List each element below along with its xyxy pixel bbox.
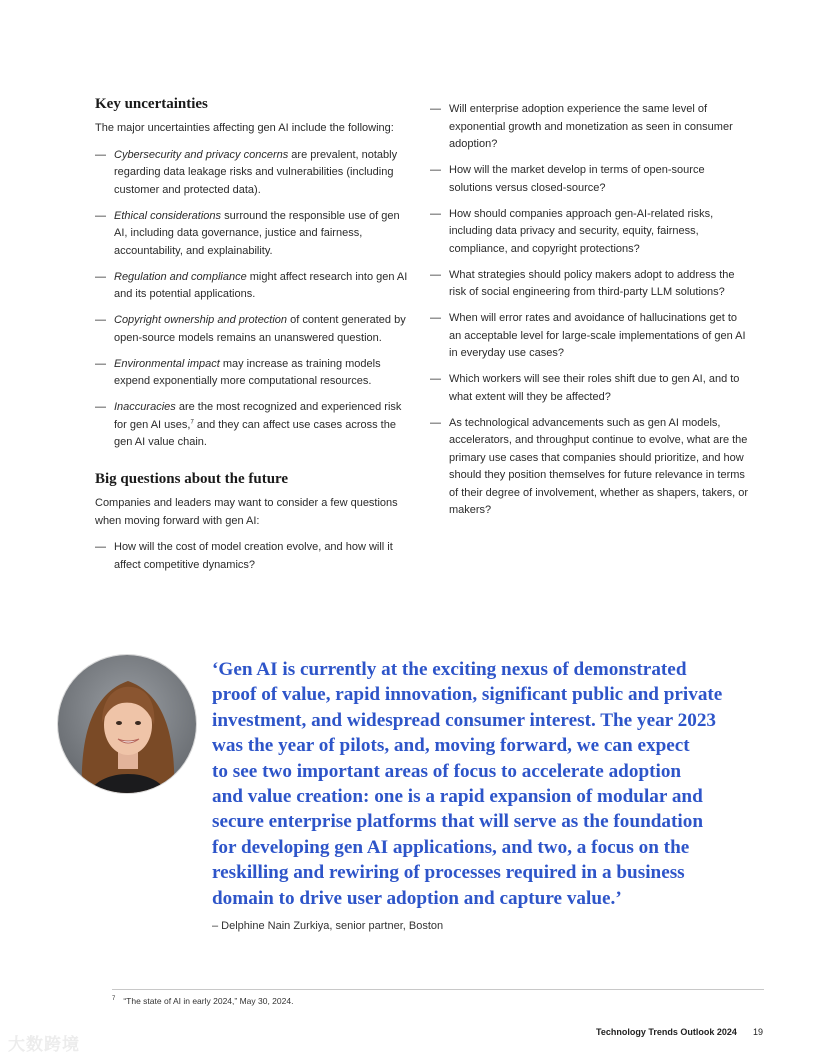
- quote-line: reskilling and rewiring of processes required in a business: [212, 862, 685, 884]
- quote-line: domain to drive user adoption and capture value.’: [212, 887, 622, 909]
- list-item: — Copyright ownership and protection of content generated by open-source models remains an unanswered question.: [95, 314, 406, 344]
- big-questions-heading: Big questions about the future: [95, 471, 289, 487]
- quote-line: for developing gen AI applications, and two, a focus on the: [212, 836, 690, 858]
- page-number: 19: [753, 1027, 764, 1037]
- portrait-image: [58, 655, 197, 794]
- future-questions-list: [430, 101, 748, 520]
- quote-line: and value creation: one is a rapid expansion of modular and: [212, 786, 703, 808]
- footnote-text: “The state of AI in early 2024,” May 30, 2024.: [123, 996, 294, 1006]
- pull-quote: [212, 657, 760, 911]
- list-item: — Cybersecurity and privacy concerns are prevalent, notably regarding data leakage risks and vulnerabilities (including customer and protected data).: [95, 148, 398, 196]
- list-item: — When will error rates and avoidance of hallucinations get to an acceptable level for large-scale implementations of gen AI in everyday use cases?: [430, 312, 746, 359]
- list-item: — Ethical considerations surround the responsible use of gen AI, including data governance, justice and fairness, accountability, and explainability.: [95, 209, 400, 257]
- footnote-divider: [112, 989, 764, 990]
- quote-line: ‘Gen AI is currently at the exciting nexus of demonstrated: [212, 659, 687, 680]
- list-item: — Inaccuracies are the most recognized and experienced risk for gen AI uses,$^7$ and they can affect use cases across the gen AI value chain.: [95, 401, 402, 448]
- list-item: — What strategies should policy makers adopt to address the risk of social engineering from third-party LLM solutions?: [430, 268, 735, 298]
- big-questions-intro: Companies and leaders may want to consider a few questions when moving forward with gen AI:: [95, 497, 398, 527]
- right-column: [430, 101, 748, 528]
- list-item: — How will the cost of model creation evolve, and how will it affect competitive dynamics?: [95, 541, 393, 571]
- quote-line: to see two important areas of focus to accelerate adoption: [212, 760, 682, 782]
- footer-publication-title: Technology Trends Outlook 2024: [596, 1027, 737, 1037]
- quote-line: was the year of pilots, and, moving forward, we can expect: [212, 735, 690, 757]
- list-item: — Regulation and compliance might affect research into gen AI and its potential applications.: [95, 270, 408, 300]
- list-item: — As technological advancements such as gen AI models, accelerators, and throughput continue to evolve, what are the primary use cases that companies should prioritize, and how should they position themselves for future relevance in terms of their degree of involvement, whether as shapers, takers, or makers?: [430, 416, 748, 516]
- watermark-logo: 大数跨境: [8, 1035, 80, 1054]
- list-item: — How will the market develop in terms of open-source solutions versus closed-source?: [430, 164, 705, 194]
- quote-line: proof of value, rapid innovation, significant public and private: [212, 684, 723, 706]
- big-questions-list: [95, 539, 413, 574]
- quote-line: secure enterprise platforms that will serve as the foundation: [212, 811, 703, 833]
- list-item: — Environmental impact may increase as training models expend exponentially more computational resources.: [95, 357, 381, 387]
- uncertainties-list: [95, 147, 413, 452]
- quote-attribution: – Delphine Nain Zurkiya, senior partner, Boston: [212, 920, 444, 932]
- list-item: — Will enterprise adoption experience the same level of exponential growth and monetization as seen in consumer adoption?: [430, 103, 733, 150]
- footnote: [112, 996, 293, 1006]
- footnote-reference[interactable]: 7: [190, 418, 194, 425]
- list-item: — How should companies approach gen-AI-related risks, including data privacy and security, equity, fairness, compliance, and copyright protections?: [430, 207, 714, 255]
- quote-line: investment, and widespread consumer interest. The year 2023: [212, 709, 717, 731]
- key-uncertainties-heading: Key uncertainties: [95, 96, 208, 112]
- left-column: [95, 94, 413, 583]
- author-portrait: [57, 654, 197, 794]
- list-item: — Which workers will see their roles shift due to gen AI, and to what extent will they be affected?: [430, 373, 740, 403]
- key-uncertainties-intro: The major uncertainties affecting gen AI include the following:: [95, 122, 394, 134]
- footnote-number: 7: [112, 996, 116, 1003]
